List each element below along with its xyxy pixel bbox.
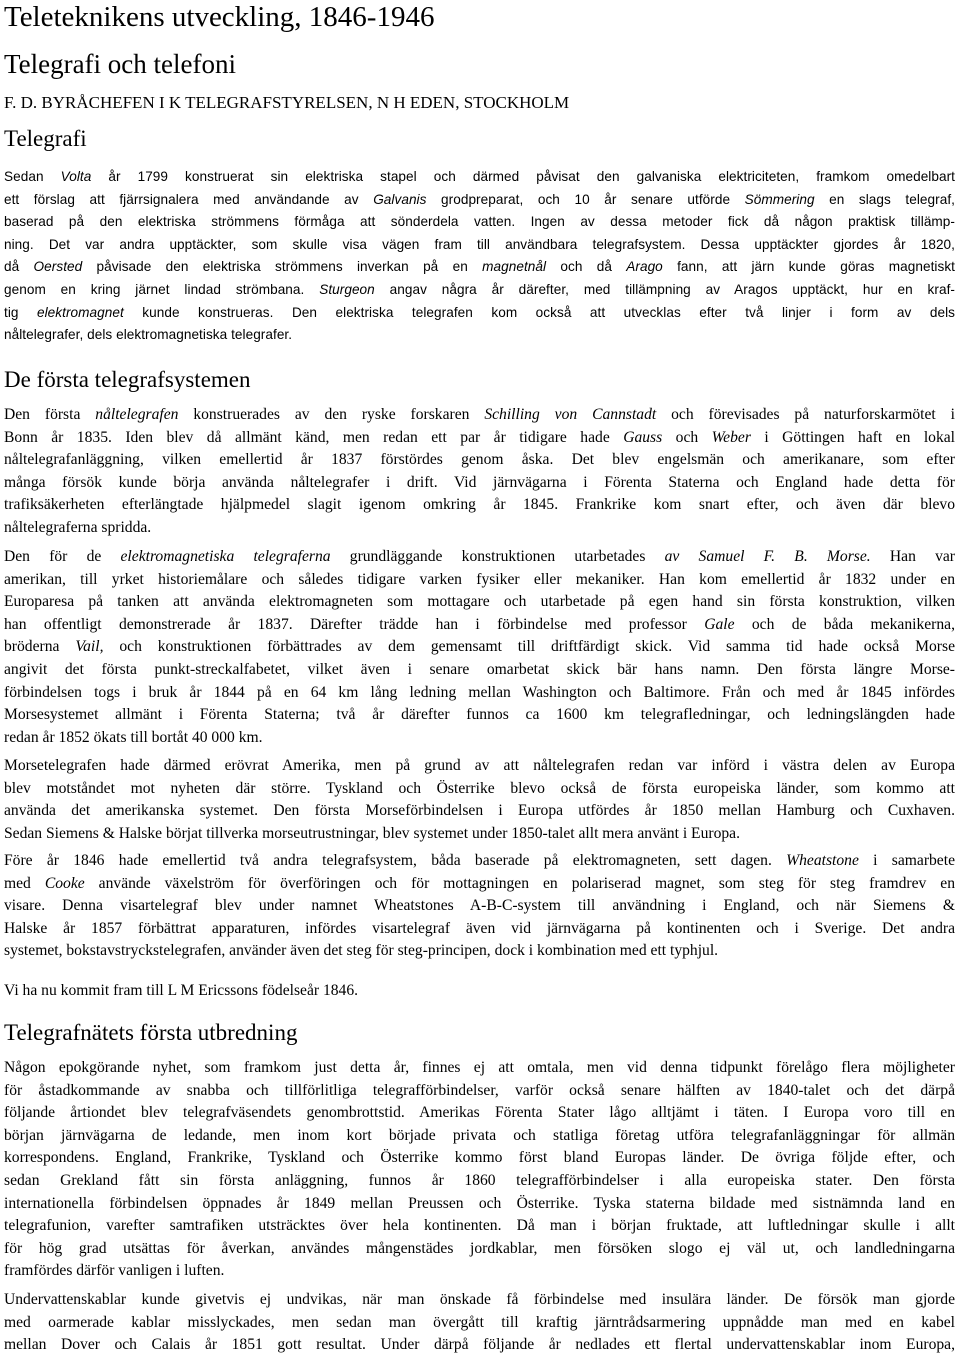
- text-line: Halske år 1857 förbättrat apparaturen, infördes visartelegraf även vid järnvägarna på kontinenten och i Sverige. Det andra: [4, 919, 955, 937]
- paragraph-undervattenskablar: [4, 1289, 955, 1357]
- text-line: ning. Det var andra upptäckter, som skulle visa vägen fram till användbara telegrafsystem. Dessa upptäckter gjordes år 1820,: [4, 236, 955, 252]
- text-line: amerikan, till yrket historiemålare och således tidigare varken fysiker eller mekaniker. Han kom emellertid år 1832 under en: [4, 570, 955, 588]
- text-line: Morsesystemet allmänt i Förenta Staterna; två år därefter funnos ca 1600 km telegrafledningar, och ledningslängden hade: [4, 706, 955, 724]
- paragraph-morse: [4, 546, 955, 749]
- text-line: för hög grad utsättas för åverkan, användes mångenstädes jordkablar, men försöken slogo ej väl ut, och landledningarna: [4, 1239, 955, 1257]
- text-line: han offentligt demonstrerade år 1837. Därefter trädde han i förbindelse med professor Gale och de båda mekanikerna,: [4, 615, 955, 633]
- text-line: Europaresa på tanken att använda elektromagneten som mottagare och utarbetade på egen hand sin första konstruktion, vilken: [4, 593, 955, 611]
- text-line: framfördes därför vanligen i luften.: [4, 1262, 225, 1280]
- text-line: Undervattenskablar kunde givetvis ej undvikas, när man önskade få förbindelse med insulära länder. De försök man gjorde: [4, 1291, 955, 1308]
- text-line: redan år 1852 ökats till bortåt 40 000 km.: [4, 728, 263, 746]
- document-subtitle: Telegrafi och telefoni: [4, 49, 236, 79]
- text-line: angivit det första punkt-streckalfabetet, vilket även i senare omarbetat skick bär hans namn. Den första längre Morse-: [4, 660, 955, 678]
- text-line: Vi ha nu kommit fram till L M Ericssons födelseår 1846.: [4, 982, 359, 999]
- text-line: telegrafunion, varefter samtrafiken utsträcktes över hela kontinenten. Då man i början fruktade, att luftledningar skulle i allt: [4, 1217, 955, 1235]
- paragraph-morse-europa: [4, 755, 955, 845]
- text-line: visare. Denna visartelegraf blev under namnet Wheatstones A-B-C-system till användning i England, och när Siemens &: [4, 897, 955, 915]
- text-line: trafiksäkerheten efterlängtade hjälpmedel slagit igenom omkring år 1845. Frankrike kom snart efter, och även där blevo: [4, 496, 955, 514]
- document-title: Teleteknikens utveckling, 1846-1946: [4, 1, 435, 33]
- text-line: förbindelsen togs i bruk år 1844 på en 64 km lång ledning mellan Washington och Baltimore. Från och med år 1845 infördes: [4, 683, 955, 701]
- text-line: nåltelegrafanläggning, vilken emellertid år 1837 förstördes genom åska. Det blev engelsmän och amerikanare, som efter: [4, 451, 955, 469]
- text-line: många försök kunde börja använda nåltelegrafer i drift. Vid järnvägarna i Förenta Staterna och England hade detta för: [4, 473, 955, 491]
- text-line: tig elektromagnet kunde konstrueras. Den elektriska telegrafen kom också att utvecklas efter två linjer i form av dels: [4, 304, 955, 320]
- text-line: då Oersted påvisade den elektriska strömmens inverkan på en magnetnål och då Arago fann, att järn kunde göras magnetiskt: [4, 259, 955, 275]
- text-line: Sedan Siemens & Halske börjat tillverka morseutrustningar, blev systemet under 1850-talet allt mera använt i Europa.: [4, 824, 740, 842]
- paragraph-ericsson: [4, 980, 955, 1003]
- section-heading-telegrafnatets-utbredning: Telegrafnätets första utbredning: [4, 1020, 298, 1045]
- text-line: Sedan Volta år 1799 konstruerat sin elektriska stapel och därmed påvisat den galvaniska elektriciteten, framkom omedelbart: [4, 169, 955, 184]
- text-line: bröderna Vail, och konstruktionen förbättrades av dem gemensamt till driftfärdigt skick. Vid samma tid hade också Morse: [4, 638, 955, 656]
- text-line: nåltelegraferna spridda.: [4, 518, 152, 536]
- text-line: korrespondens. England, Frankrike, Tyskland och Österrike kommo först bland Europas länder. De övriga följde efter, och: [4, 1149, 955, 1167]
- text-line: baserad på den elektriska strömmens förmåga att sönderdela vatten. Ingen av dessa metoder fick då någon praktisk tillämp-: [4, 214, 955, 230]
- section-heading-telegrafi: Telegrafi: [4, 126, 87, 151]
- text-line: genom en kring järnet lindad strömbana. Sturgeon angav några år därefter, med tillämpning av Aragos upptäckt, hur en kraf-: [4, 281, 955, 297]
- author-line: F. D. BYRÅCHEFEN I K TELEGRAFSTYRELSEN, N H EDEN, STOCKHOLM: [4, 93, 570, 112]
- text-line: för åstadkommande av snabba och tillförlitliga telegrafförbindelser, varför också senare hälften av 1840-talet och det därpå: [4, 1081, 955, 1099]
- text-line: systemet, bokstavstryckstelegrafen, använder även det steg för steg-principen, dock i kombination med ett typhjul.: [4, 942, 719, 960]
- text-line: med oarmerade kablar misslyckades, men sedan man övergått till kraftig järntrådsarmering uppnådde man med en kabel: [4, 1313, 955, 1331]
- text-line: följande årtiondet blev telegrafväsendets genombrottstid. Amerikas Förenta Stater lågo alltjämt i täten. I Europa voro till en: [4, 1104, 955, 1122]
- section-heading-forsta-telegrafsystemen: De första telegrafsystemen: [4, 367, 251, 392]
- text-line: med Cooke använde växelström för överföringen och för mottagningen en polariserad magnet, som steg för steg framdrev en: [4, 874, 955, 892]
- paragraph-naltelegraf: [4, 404, 955, 540]
- text-line: Bonn år 1835. Iden blev då allmänt känd, men redan ett par år tidigare hade Gauss och Weber i Göttingen haft en lokal: [4, 428, 955, 446]
- paragraph-utbredning: [4, 1057, 955, 1283]
- text-line: Den första nåltelegrafen konstruerades av den ryske forskaren Schilling von Cannstadt och förevisades på naturforskarmötet i: [4, 406, 955, 423]
- text-line: Morsetelegrafen hade därmed erövrat Amerika, men på grund av att nåltelegrafen redan var införd i västra delen av Europa: [4, 757, 955, 774]
- text-line: början järnvägarna de ledande, men inom kort började privata och statliga företag utföra telegrafanläggningar för allmän: [4, 1126, 955, 1144]
- text-line: sedan Grekland fått sin första anläggning, funnos år 1860 telegrafförbindelser i alla europeiska stater. Den första: [4, 1171, 955, 1189]
- paragraph-wheatstone: [4, 850, 955, 963]
- text-line: ett förslag att fjärrsignalera med användande av Galvanis grodpreparat, och 10 år senare utförde Sömmering en slags telegraf,: [4, 191, 955, 207]
- text-line: nåltelegrafer, dels elektromagnetiska telegrafer.: [4, 327, 293, 343]
- text-line: använda det amerikanska systemet. Den första Morseförbindelsen i Europa utfördes år 1850 mellan Hamburg och Cuxhaven.: [4, 802, 955, 820]
- text-line: Någon epokgörande nyhet, som framkom just detta år, finnes ej att omtala, men vid denna tidpunkt förelågo flera möjligheter: [4, 1059, 955, 1076]
- text-line: Före år 1846 hade emellertid två andra telegrafsystem, båda baserade på elektromagneten, sett dagen. Wheatstone i samarbete: [4, 852, 955, 869]
- text-line: internationella förbindelsen öppnades år 1849 mellan Preussen och Österrike. Tyska staterna bildade med sistnämnda land en: [4, 1194, 955, 1212]
- text-line: Den för de elektromagnetiska telegraferna grundläggande konstruktionen utarbetades av Samuel F. B. Morse. Han var: [4, 548, 955, 565]
- text-line: mellan Dover och Calais år 1851 gott resultat. Under därpå följande år nedlades ett flertal undervattenskablar inom Europa,: [4, 1336, 955, 1354]
- paragraph-telegrafi-intro: [4, 166, 955, 347]
- text-line: blev motståndet mot nyheten där större. Tyskland och Österrike blevo också de första europeiska länder, som kommo att: [4, 779, 955, 797]
